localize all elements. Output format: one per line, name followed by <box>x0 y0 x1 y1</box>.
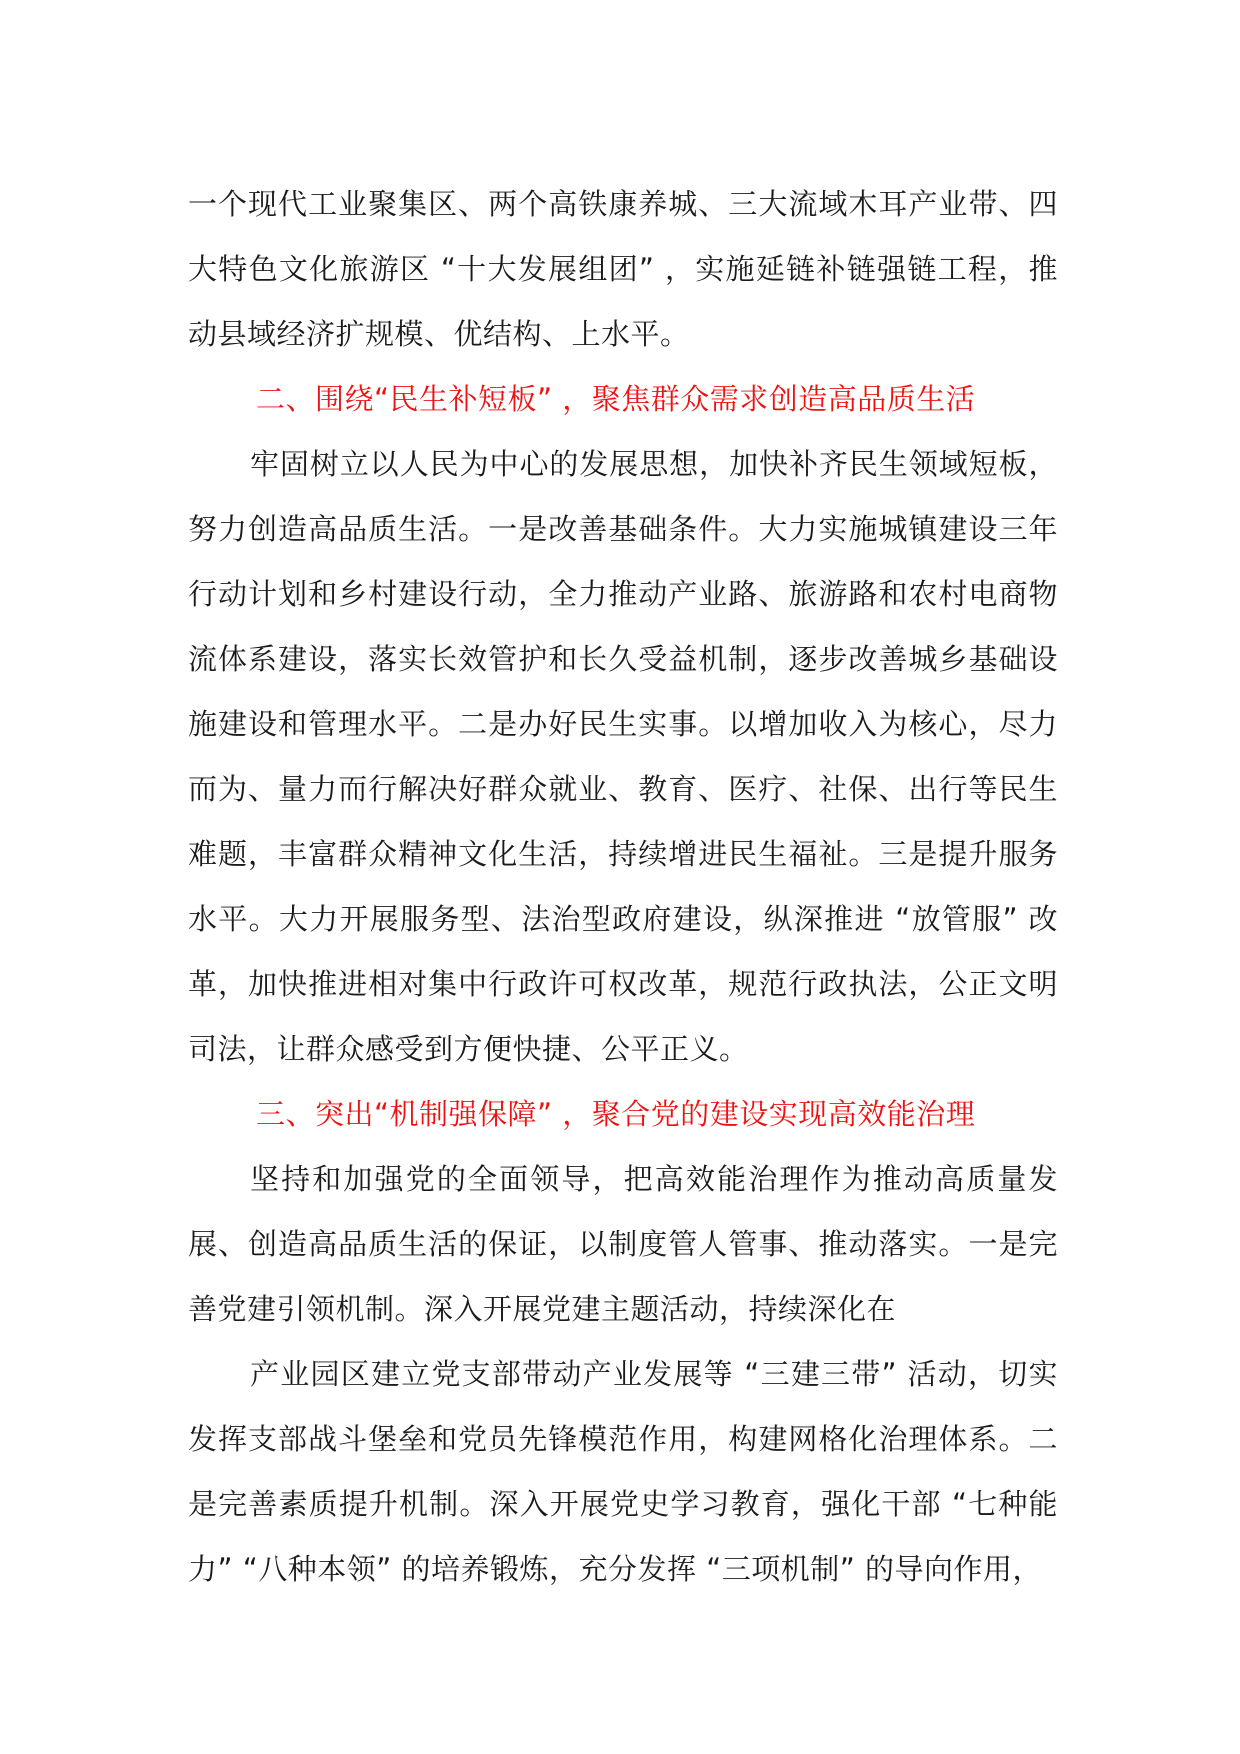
body-paragraph-governance: 坚持和加强党的全面领导，把高效能治理作为推动高质量发展、创造高品质生活的保证，以制度管人管事、推动落实。一是完善党建引领机制。深入开展党建主题活动，持续深化在 <box>188 1162 1058 1326</box>
section-heading-livelihood: 二、围绕“民生补短板” ，聚焦群众需求创造高品质生活 <box>256 382 976 416</box>
body-paragraph-continuation: 一个现代工业聚集区、两个高铁康养城、三大流域木耳产业带、四大特色文化旅游区 “十大发展组团” ，实施延链补链强链工程，推动县域经济扩规模、优结构、上水平。 <box>188 187 1058 351</box>
section-heading-governance: 三、突出“机制强保障” ，聚合党的建设实现高效能治理 <box>256 1097 976 1131</box>
body-paragraph-party-building: 产业园区建立党支部带动产业发展等 “三建三带” 活动，切实发挥支部战斗堡垒和党员先锋模范作用，构建网格化治理体系。二是完善素质提升机制。深入开展党史学习教育，强化干部 “七种能力” “八种本领” 的培养锻炼，充分发挥 “三项机制” 的导向作用， <box>188 1357 1058 1586</box>
document-body <box>188 172 1058 1602</box>
body-paragraph-livelihood: 牢固树立以人民为中心的发展思想，加快补齐民生领域短板，努力创造高品质生活。一是改善基础条件。大力实施城镇建设三年行动计划和乡村建设行动，全力推动产业路、旅游路和农村电商物流体系建设，落实长效管护和长久受益机制，逐步改善城乡基础设施建设和管理水平。二是办好民生实事。以增加收入为核心，尽力而为、量力而行解决好群众就业、教育、医疗、社保、出行等民生难题，丰富群众精神文化生活，持续增进民生福祉。三是提升服务水平。大力开展服务型、法治型政府建设，纵深推进 “放管服” 改革，加快推进相对集中行政许可权改革，规范行政执法，公正文明司法，让群众感受到方便快捷、公平正义。 <box>188 447 1058 1066</box>
